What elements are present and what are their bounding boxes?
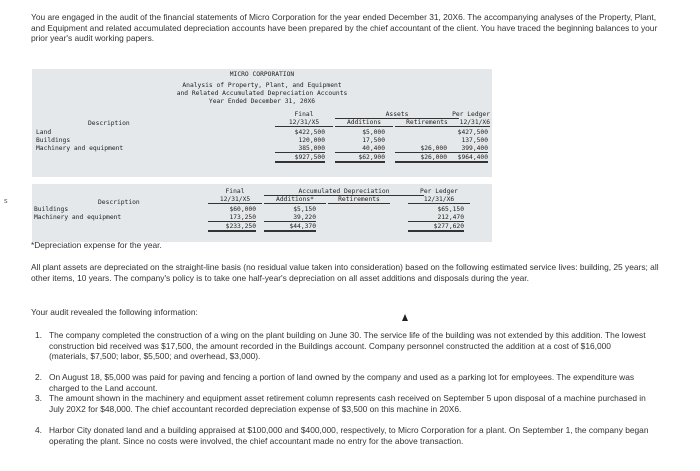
audit-findings-intro: Your audit revealed the following information: (31, 307, 198, 317)
total-final: $927,500 (275, 154, 325, 163)
row-per-ledger: 399,400 (432, 145, 488, 153)
per-ledger-date-header: 12/31/X6 (408, 196, 470, 204)
accumulated-depreciation-table (32, 184, 492, 242)
row-additions: $5,150 (293, 206, 316, 213)
row-final: 173,250 (208, 214, 256, 222)
total-additions: $62,900 (335, 154, 385, 163)
final-date-header: 12/31/X5 (275, 119, 333, 127)
row-per-ledger: 137,500 (461, 137, 488, 144)
row-additions: $5,000 (362, 129, 385, 136)
total-retirements: $26,000 (395, 154, 447, 163)
accumulated-depreciation-header: Accumulated Depreciation (264, 188, 424, 196)
row-retirements: $26,000 (395, 145, 447, 153)
per-ledger-header: Per Ledger (452, 111, 490, 118)
row-final: 385,000 (275, 145, 325, 153)
row-additions: 39,220 (264, 214, 316, 222)
assets-group-header: Assets (335, 111, 459, 119)
margin-mark: s (4, 198, 8, 205)
finding-text: The company completed the construction of a wing on the plant building on June 30. The service life of the building was not extended by this addition. The lowest construction bid received was $17,500, the amount recorded in the Buildings account. Company personnel constructed the addition at a cost of $16,000 (materials, $7,500; labor, $5,500; and overhead, $3,000). (49, 330, 646, 361)
total-final: $233,250 (208, 223, 256, 232)
finding-item (35, 330, 649, 362)
row-per-ledger: 212,470 (408, 214, 464, 222)
intro-paragraph: You are engaged in the audit of the financial statements of Micro Corporation for the year ended December 31, 20X6. The accompanying analyses of the Property, Plant, and Equipment and related accumulated depreciation accounts have been prepared by the chief accountant of the client. You have traced the beginning balances to your prior year's audit working papers. (31, 12, 658, 43)
row-final: $60,000 (229, 206, 256, 213)
total-additions: $44,370 (264, 223, 316, 232)
row-description: Machinery and equipment (34, 214, 122, 221)
mouse-cursor-icon (402, 314, 408, 321)
retirements-header: Retirements (328, 196, 390, 204)
row-description: Machinery and equipment (36, 145, 124, 152)
row-final: $422,500 (294, 129, 325, 136)
description-header: Description (98, 199, 140, 206)
finding-text: The amount shown in the machinery and equipment asset retirement column represents cash received on September 5 upon disposal of a machine purchased in July 20X2 for $48,000. The chief accountant recorded depreciation expense of $3,500 on this machine in 20X6. (49, 393, 646, 414)
retirements-header: Retirements (395, 119, 459, 127)
final-header: Final (294, 111, 314, 118)
row-additions: 17,500 (362, 137, 385, 144)
row-per-ledger: $427,500 (457, 129, 488, 136)
finding-item (35, 425, 649, 446)
row-description: Land (36, 129, 52, 136)
finding-text: On August 18, $5,000 was paid for paving and fencing a portion of land owned by the company and used as a parking lot for employees. The expenditure was charged to the Land account. (49, 372, 635, 393)
finding-number: 3. (35, 393, 42, 403)
description-header: Description (88, 120, 130, 127)
row-per-ledger: $65,150 (437, 206, 464, 213)
finding-number: 1. (35, 330, 42, 340)
ppe-analysis-table (32, 69, 492, 177)
company-name: MICRO CORPORATION (229, 71, 295, 78)
analysis-title: Analysis of Property, Plant, and Equipment (182, 82, 342, 89)
finding-number: 4. (35, 425, 42, 435)
row-final: 120,000 (298, 137, 325, 144)
final-date-header: 12/31/X5 (208, 196, 262, 204)
finding-text: Harbor City donated land and a building appraised at $100,000 and $400,000, respectively, to Micro Corporation for a plant. On September 1, the company began operating the plant. Since no costs were involved, the chief accountant made no entry for the above transaction. (49, 425, 649, 446)
finding-item (35, 393, 649, 414)
total-per-ledger: $964,400 (432, 154, 488, 163)
additions-header: Additions (335, 119, 393, 127)
total-per-ledger: $277,620 (408, 223, 464, 232)
analysis-subtitle: and Related Accumulated Depreciation Accounts (176, 90, 348, 97)
additions-header: Additions* (264, 196, 326, 204)
final-header: Final (225, 188, 245, 195)
finding-number: 2. (35, 372, 42, 382)
per-ledger-header: Per Ledger (420, 188, 458, 195)
finding-item (35, 372, 649, 393)
row-additions: 40,400 (335, 145, 385, 153)
row-description: Buildings (34, 206, 69, 213)
per-ledger-date-header: 12/31/X6 (432, 119, 490, 127)
row-description: Buildings (36, 137, 71, 144)
depreciation-policy-paragraph: All plant assets are depreciated on the straight-line basis (no residual value taken into consideration) based on the following estimated service lives: building, 25 years; all other items, 10 years. The company's policy is to take one half-year's depreciation on all asset additions and disposals during the year. (31, 262, 659, 283)
depreciation-footnote: *Depreciation expense for the year. (31, 240, 162, 250)
period-label: Year Ended December 31, 20X6 (208, 98, 316, 105)
